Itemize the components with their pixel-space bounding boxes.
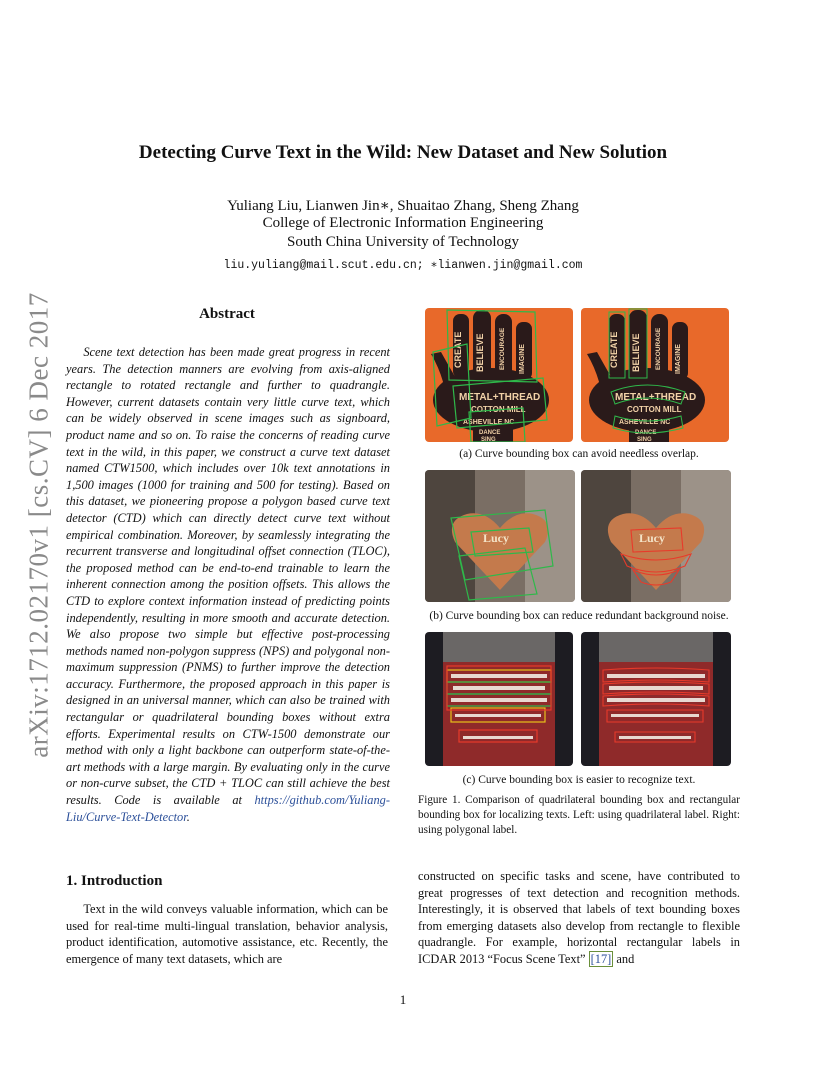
citation-link[interactable]: [17] [590,951,612,966]
page-number: 1 [399,992,407,1007]
svg-text:BELIEVE: BELIEVE [631,333,641,372]
svg-text:ENCOURAGE: ENCOURAGE [655,327,662,370]
author-emails: liu.yuliang@mail.scut.edu.cn; ∗lianwen.jin@gmail.com [223,259,583,272]
svg-text:DANCE: DANCE [635,430,657,436]
arxiv-side-label [19,290,59,760]
figure-1b-right-image [581,470,731,602]
figure-1b-left-image [425,470,575,602]
introduction-heading: 1. Introduction [66,873,163,889]
svg-text:IMAGINE: IMAGINE [519,344,526,374]
figure-1a-left-image [425,308,573,442]
abstract-body [66,344,390,825]
svg-text:SING: SING [637,437,652,442]
introduction-right-column [418,868,740,968]
figure-1-caption: Figure 1. Comparison of quadrilateral bounding box and rectangular bounding box for localizing texts. Left: using quadrilateral label. Right: using polygonal label. [418,794,740,836]
figure-1a-right-image [581,308,729,442]
intro-paragraph-right: constructed on specific tasks and scene, have contributed to great progresses of text detection and recognition methods. Interestingly, it is observed that labels of text bounding boxes from emerging datasets also develop from rectangle to flexible quadrangle. For example, horizontal rectangular labels in ICDAR 2013 “Focus Scene Text” [418,869,740,966]
abstract-end: . [186,809,190,824]
svg-text:ENCOURAGE: ENCOURAGE [499,327,506,370]
svg-text:ASHEVILLE NC: ASHEVILLE NC [463,419,515,426]
caption-b: (b) Curve bounding box can reduce redundant background noise. [429,610,729,622]
intro-right-end: and [613,951,635,966]
arxiv-id-text: arXiv:1712.02170v1 [cs.CV] 6 Dec 2017 [23,292,54,758]
svg-text:METAL+THREAD: METAL+THREAD [459,392,541,403]
figure-1c-right-image [581,632,731,766]
svg-text:METAL+THREAD: METAL+THREAD [615,392,697,403]
code-link[interactable]: https://github.com/Yuliang-Liu/Curve-Text-Detector [66,793,390,824]
svg-text:IMAGINE: IMAGINE [675,344,682,374]
intro-paragraph-left: Text in the wild conveys valuable information, which can be used for real-time multi-lingual translation, behavior analysis, product identification, automotive assistance, etc. Recently, the emergence of many text datasets, which are [66,902,388,966]
svg-text:COTTON MILL: COTTON MILL [471,405,526,414]
caption-a: (a) Curve bounding box can avoid needless overlap. [459,448,699,460]
svg-text:Lucy: Lucy [483,531,510,545]
svg-text:CREATE: CREATE [609,331,619,368]
svg-text:BELIEVE: BELIEVE [475,333,485,372]
svg-text:CREATE: CREATE [453,331,463,368]
figure-1c-left-image [425,632,573,766]
svg-text:COTTON MILL: COTTON MILL [627,405,682,414]
affiliation-line-1: College of Electronic Information Engineering [262,215,544,231]
affiliation-line-2: South China University of Technology [287,234,519,250]
caption-c: (c) Curve bounding box is easier to recognize text. [462,774,696,786]
svg-text:Lucy: Lucy [639,531,666,545]
svg-text:DANCE: DANCE [479,430,501,436]
author-names: Yuliang Liu, Lianwen Jin∗, Shuaitao Zhang, Sheng Zhang [227,198,579,214]
paper-title: Detecting Curve Text in the Wild: New Dataset and New Solution [138,142,668,163]
abstract-heading: Abstract [199,306,255,322]
svg-text:ASHEVILLE NC: ASHEVILLE NC [619,419,671,426]
introduction-left-column [66,901,388,967]
abstract-text: Scene text detection has been made great progress in recent years. The detection manners are evolving from axis-aligned rectangle to rotated rectangle and further to quadrangle. However, current datasets contain very little curve text, which can be widely observed in scene images such as signboard, product name and so on. To raise the concerns of reading curve text in the wild, in this paper, we construct a curve text dataset named CTW1500, which includes over 10k text annotations in 1,500 images (1000 for training and 500 for testing). Based on this dataset, we pioneering propose a polygon based curve text detector (CTD) which can directly detect curve text without empirical combination. Moreover, by seamlessly integrating the recurrent transverse and longitudinal offset connection (TLOC), the proposed method can be end-to-end trainable to learn the inherent connection among the position offsets. This allows the CTD to explore context information instead of predicting points independently, resulting in more smooth and accurate detection. We also propose two simple but effective post-processing methods named non-polygon suppress (NPS) and polygonal non-maximum suppression (PNMS) to further improve the detection accuracy. Furthermore, the proposed approach in this paper is designed in an universal manner, which can also be trained with rectangular or quadrilateral bounding boxes without extra efforts. Experimental results on CTW-1500 demonstrate our method with only a light backbone can outperform state-of-the-art methods with a large margin. By evaluating only in the curve or non-curve subset, the CTD + TLOC can still achieve the best results. Code is available at [66,345,390,808]
svg-text:SING: SING [481,437,496,442]
